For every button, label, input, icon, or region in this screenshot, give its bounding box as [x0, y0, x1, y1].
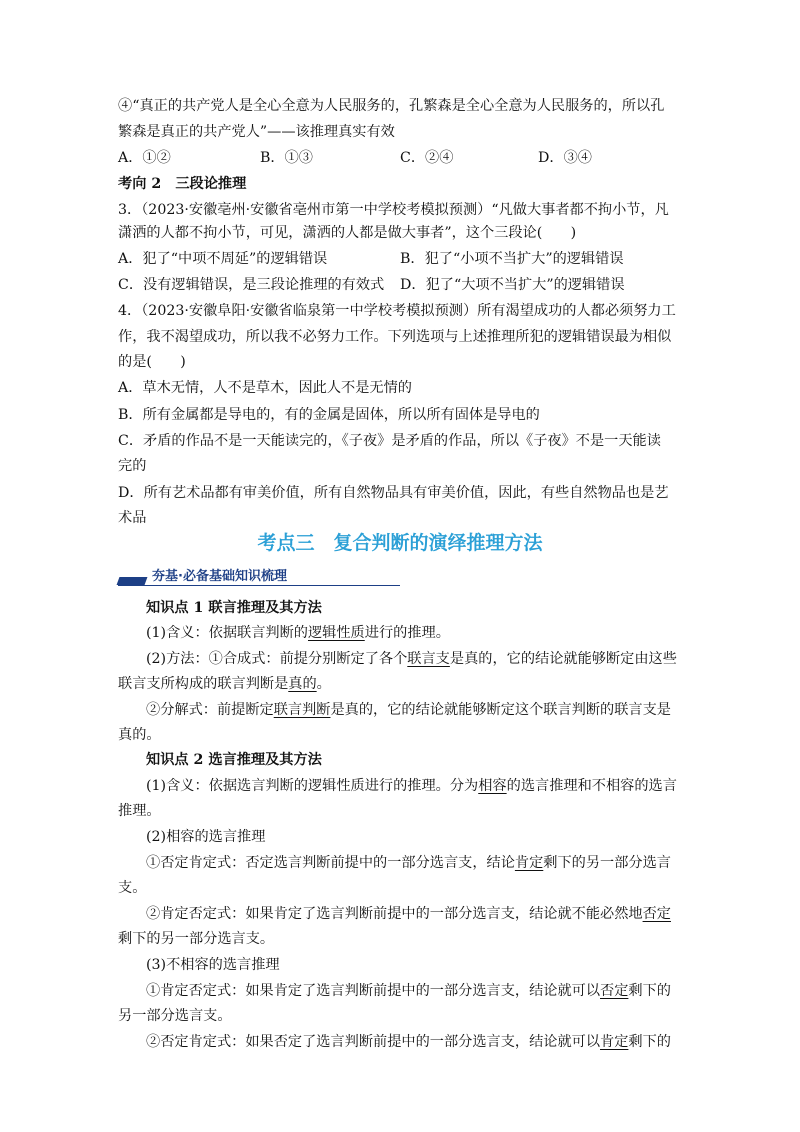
item4-line2: 繁森是真正的共产党人”——该推理真实有效 — [118, 124, 395, 140]
q4-option-c-line2: 完的 — [118, 458, 147, 474]
kp2-compatible-1: ①否定肯定式：否定选言判断前提中的一部分选言支，结论肯定剩下的另一部分选言 — [146, 855, 671, 871]
kp2-compatible-2-line2: 剩下的另一部分选言支。 — [118, 931, 275, 947]
kp1-method-line2: 联言支所构成的联言判断是真的。 — [118, 676, 331, 692]
kp2-c2-underlined: 否定 — [642, 906, 671, 922]
kp2-incompatible-title: (3)不相容的选言推理 — [146, 957, 280, 973]
option-c: C．②④ — [400, 150, 454, 166]
q4-option-d-line1: D．所有艺术品都有审美价值，所有自然物品具有审美价值，因此，有些自然物品也是艺 — [118, 485, 669, 501]
kp1-method: (2)方法：①合成式：前提分别断定了各个联言支是真的，它的结论就能够断定由这些 — [146, 651, 677, 667]
kp2-incompatible-1-line2: 另一部分选言支。 — [118, 1008, 232, 1024]
kp2-meaning-underlined: 相容 — [478, 778, 507, 794]
banner-rule — [118, 585, 400, 586]
q3-option-d: D．犯了“大项不当扩大”的逻辑错误 — [400, 277, 625, 293]
banner-text: 夯基·必备基础知识梳理 — [152, 569, 287, 584]
q3-option-b: B．犯了“小项不当扩大”的逻辑错误 — [400, 251, 624, 267]
q4-line1: 4．（2023·安徽阜阳·安徽省临泉第一中学校考模拟预测）所有渴望成功的人都必须努力工 — [118, 303, 676, 319]
kp2-compatible-2: ②肯定否定式：如果肯定了选言判断前提中的一部分选言支，结论就不能必然地否定 — [146, 906, 671, 922]
item4-line1: ④“真正的共产党人是全心全意为人民服务的，孔繁森是全心全意为人民服务的，所以孔 — [118, 98, 665, 114]
q3-line1: 3．（2023·安徽亳州·安徽省亳州市第一中学校考模拟预测）“凡做大事者都不拘小节，凡 — [118, 202, 669, 218]
kp1-title: 知识点 1 联言推理及其方法 — [146, 600, 322, 616]
banner-bar — [117, 577, 148, 585]
q4-line2: 作，我不渴望成功，所以我不必努力工作。下列选项与上述推理所犯的逻辑错误最为相似 — [118, 329, 672, 345]
q3-line2: 潇洒的人都不拘小节，可见，潇洒的人都是做大事者”，这个三段论( ) — [118, 225, 577, 241]
kp2-title: 知识点 2 选言推理及其方法 — [146, 752, 322, 768]
q4-option-c-line1: C．矛盾的作品不是一天能读完的，《子夜》是矛盾的作品，所以《子夜》不是一天能读 — [118, 433, 661, 449]
kp1-decomp: ②分解式：前提断定联言判断是真的，它的结论就能够断定这个联言判断的联言支是 — [146, 702, 671, 718]
q4-line3: 的是( ) — [118, 354, 186, 370]
option-a: A．①② — [118, 150, 171, 166]
kp2-meaning-line2: 推理。 — [118, 803, 161, 819]
section-banner — [118, 568, 400, 586]
kp1-decomp-line2: 真的。 — [118, 727, 161, 743]
q3-option-a: A．犯了“中项不周延”的逻辑错误 — [118, 251, 328, 267]
kp2-incompatible-2: ②否定肯定式：如果否定了选言判断前提中的一部分选言支，结论就可以肯定剩下的 — [146, 1034, 671, 1050]
kp2-compatible-title: (2)相容的选言推理 — [146, 829, 266, 845]
q4-option-d-line2: 术品 — [118, 510, 147, 526]
kp1-decomp-underlined: 联言判断 — [273, 702, 331, 718]
q4-option-b: B．所有金属都是导电的，有的金属是固体，所以所有固体是导电的 — [118, 407, 540, 423]
kp2-i1-underlined: 否定 — [600, 983, 629, 999]
kp2-i2-underlined: 肯定 — [600, 1034, 629, 1050]
direction2-title: 考向 2 三段论推理 — [118, 176, 247, 192]
option-d: D．③④ — [538, 150, 592, 166]
section3-title: 考点三 复合判断的演绎推理方法 — [257, 532, 543, 554]
kp2-meaning: (1)含义：依据选言判断的逻辑性质进行的推理。分为相容的选言推理和不相容的选言 — [146, 778, 677, 794]
q4-option-a: A．草木无情，人不是草木，因此人不是无情的 — [118, 380, 412, 396]
kp1-meaning: (1)含义：依据联言判断的逻辑性质进行的推理。 — [146, 625, 450, 641]
kp2-c1-underlined: 肯定 — [514, 855, 544, 871]
q3-option-c: C．没有逻辑错误，是三段论推理的有效式 — [118, 277, 385, 293]
kp2-incompatible-1: ①肯定否定式：如果肯定了选言判断前提中的一部分选言支，结论就可以否定剩下的 — [146, 983, 671, 999]
kp1-meaning-underlined: 逻辑性质 — [307, 625, 365, 641]
kp1-method-underlined: 联言支 — [407, 651, 450, 667]
kp1-method2-underlined: 真的 — [288, 676, 317, 692]
option-b: B．①③ — [260, 150, 313, 166]
kp2-compatible-1-line2: 支。 — [118, 880, 147, 896]
